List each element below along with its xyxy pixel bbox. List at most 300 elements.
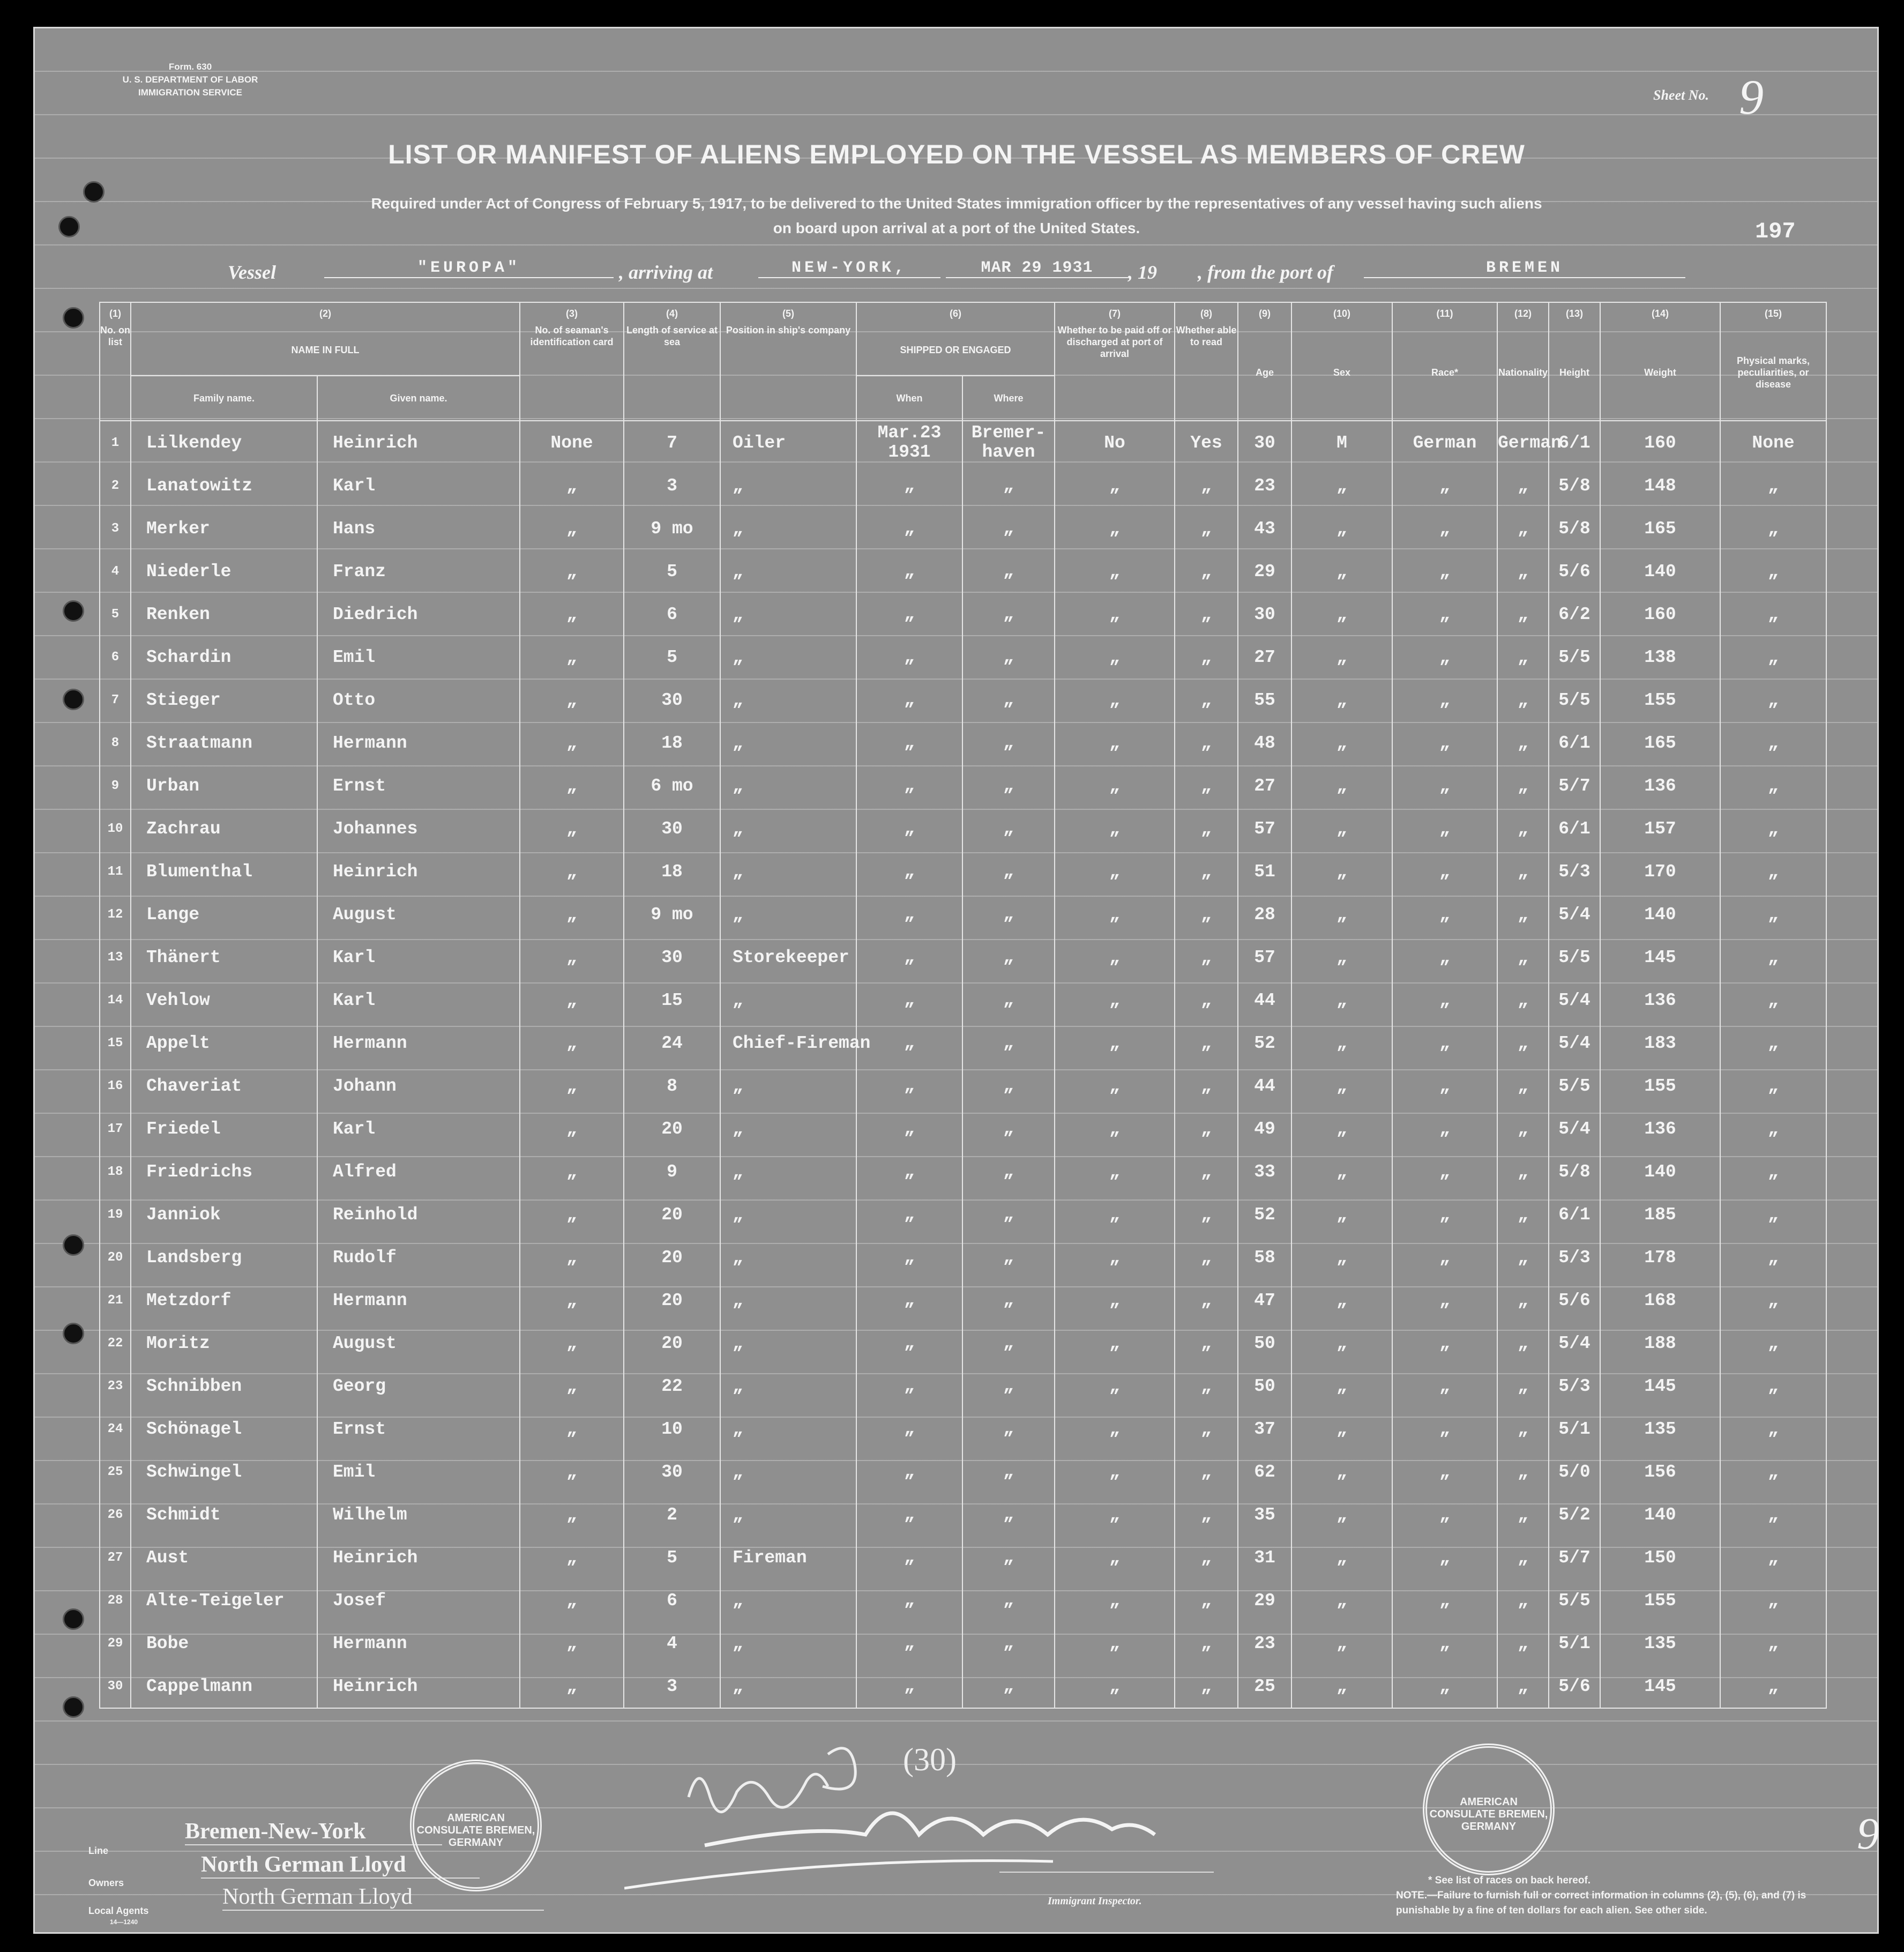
- cell-able-to-read: „: [1175, 1536, 1238, 1579]
- col-num-14: (14): [1600, 302, 1720, 324]
- cell-row-number: 7: [100, 679, 131, 721]
- cell-family-name: Friedrichs: [131, 1150, 317, 1193]
- col-num-12: (12): [1497, 302, 1549, 324]
- cell-height: 5/6: [1549, 550, 1600, 593]
- cell-shipped-where: „: [962, 1279, 1055, 1322]
- cell-paid-off: „: [1055, 464, 1175, 507]
- cell-physical-marks: „: [1720, 1450, 1826, 1493]
- cell-weight: 136: [1600, 1107, 1720, 1150]
- cell-length-of-service: 9 mo: [624, 507, 720, 550]
- cell-weight: 170: [1600, 850, 1720, 893]
- cell-family-name: Moritz: [131, 1322, 317, 1365]
- cell-shipped-where: „: [962, 1236, 1055, 1279]
- cell-nationality: „: [1497, 893, 1549, 936]
- immigrant-inspector-label: Immigrant Inspector.: [1048, 1895, 1142, 1907]
- cell-position: Oiler: [720, 421, 856, 464]
- cell-position: „: [720, 679, 856, 721]
- cell-id-card: „: [520, 1322, 624, 1365]
- cell-age: 52: [1238, 1022, 1291, 1064]
- cell-weight: 165: [1600, 721, 1720, 764]
- cell-shipped-when: „: [856, 1322, 962, 1365]
- cell-given-name: Emil: [317, 636, 520, 679]
- cell-shipped-when: „: [856, 1150, 962, 1193]
- cell-id-card: „: [520, 1493, 624, 1536]
- cell-able-to-read: „: [1175, 721, 1238, 764]
- cell-family-name: Bobe: [131, 1622, 317, 1665]
- cell-paid-off: „: [1055, 1022, 1175, 1064]
- cell-height: 5/6: [1549, 1665, 1600, 1708]
- table-row: [100, 1107, 1826, 1150]
- cell-given-name: Heinrich: [317, 421, 520, 464]
- consulate-seal: [1423, 1744, 1555, 1875]
- cell-shipped-when: Mar.23 1931: [856, 421, 962, 464]
- cell-height: 5/1: [1549, 1622, 1600, 1665]
- cell-shipped-when: „: [856, 1365, 962, 1407]
- stamped-number: 197: [1755, 219, 1796, 244]
- cell-race: „: [1392, 936, 1497, 979]
- cell-family-name: Thänert: [131, 936, 317, 979]
- corner-page-number: 9: [1857, 1809, 1879, 1859]
- cell-family-name: Aust: [131, 1536, 317, 1579]
- cell-row-number: 1: [100, 421, 131, 464]
- cell-sex: „: [1291, 979, 1392, 1022]
- cell-given-name: Karl: [317, 979, 520, 1022]
- cell-length-of-service: 20: [624, 1236, 720, 1279]
- cell-age: 48: [1238, 721, 1291, 764]
- cell-physical-marks: „: [1720, 807, 1826, 850]
- cell-age: 29: [1238, 550, 1291, 593]
- cell-id-card: „: [520, 1150, 624, 1193]
- col-age: Age: [1238, 324, 1291, 421]
- cell-nationality: „: [1497, 850, 1549, 893]
- cell-weight: 150: [1600, 1536, 1720, 1579]
- cell-shipped-where: „: [962, 807, 1055, 850]
- cell-shipped-when: „: [856, 1622, 962, 1665]
- form-code: 14—1240: [110, 1918, 138, 1926]
- cell-nationality: „: [1497, 1450, 1549, 1493]
- cell-sex: „: [1291, 1365, 1392, 1407]
- table-row: [100, 850, 1826, 893]
- cell-paid-off: „: [1055, 764, 1175, 807]
- cell-given-name: Johannes: [317, 807, 520, 850]
- cell-position: „: [720, 1665, 856, 1708]
- cell-row-number: 5: [100, 593, 131, 636]
- department: U. S. DEPARTMENT OF LABOR: [122, 74, 258, 85]
- cell-family-name: Lanatowitz: [131, 464, 317, 507]
- col-num-7: (7): [1055, 302, 1175, 324]
- table-row: [100, 807, 1826, 850]
- cell-sex: „: [1291, 1450, 1392, 1493]
- cell-race: „: [1392, 636, 1497, 679]
- cell-able-to-read: „: [1175, 1107, 1238, 1150]
- cell-nationality: „: [1497, 979, 1549, 1022]
- cell-family-name: Lilkendey: [131, 421, 317, 464]
- cell-paid-off: „: [1055, 636, 1175, 679]
- table-row: [100, 1279, 1826, 1322]
- cell-nationality: „: [1497, 1536, 1549, 1579]
- cell-able-to-read: „: [1175, 1365, 1238, 1407]
- cell-height: 5/3: [1549, 850, 1600, 893]
- cell-weight: 156: [1600, 1450, 1720, 1493]
- cell-able-to-read: „: [1175, 936, 1238, 979]
- cell-shipped-when: „: [856, 1450, 962, 1493]
- cell-given-name: Heinrich: [317, 850, 520, 893]
- cell-able-to-read: „: [1175, 1279, 1238, 1322]
- cell-age: 57: [1238, 807, 1291, 850]
- cell-position: Fireman: [720, 1536, 856, 1579]
- cell-given-name: Otto: [317, 679, 520, 721]
- cell-shipped-where: „: [962, 550, 1055, 593]
- cell-row-number: 16: [100, 1064, 131, 1107]
- binder-hole: [58, 216, 80, 237]
- cell-weight: 185: [1600, 1193, 1720, 1236]
- cell-paid-off: „: [1055, 1150, 1175, 1193]
- cell-length-of-service: 10: [624, 1407, 720, 1450]
- cell-family-name: Landsberg: [131, 1236, 317, 1279]
- cell-length-of-service: 5: [624, 1536, 720, 1579]
- col-where: Where: [962, 376, 1055, 421]
- cell-family-name: Urban: [131, 764, 317, 807]
- cell-shipped-when: „: [856, 893, 962, 936]
- cell-shipped-where: „: [962, 1536, 1055, 1579]
- cell-nationality: „: [1497, 1064, 1549, 1107]
- cell-family-name: Vehlow: [131, 979, 317, 1022]
- from-port-label: , from the port of: [1198, 262, 1334, 283]
- cell-family-name: Lange: [131, 893, 317, 936]
- cell-weight: 135: [1600, 1407, 1720, 1450]
- cell-sex: „: [1291, 464, 1392, 507]
- cell-weight: 138: [1600, 636, 1720, 679]
- cell-sex: „: [1291, 1107, 1392, 1150]
- subtitle-line-1: Required under Act of Congress of February 5, 1917, to be delivered to the United States immigration officer by the representatives of any vessel having such aliens: [371, 195, 1542, 212]
- line-value: Bremen-New-York: [185, 1819, 442, 1845]
- cell-age: 28: [1238, 893, 1291, 936]
- cell-able-to-read: „: [1175, 850, 1238, 893]
- cell-race: „: [1392, 1665, 1497, 1708]
- cell-nationality: „: [1497, 550, 1549, 593]
- cell-shipped-where: „: [962, 979, 1055, 1022]
- cell-physical-marks: „: [1720, 893, 1826, 936]
- cell-sex: „: [1291, 1236, 1392, 1279]
- cell-weight: 148: [1600, 464, 1720, 507]
- table-row: [100, 636, 1826, 679]
- cell-shipped-when: „: [856, 1665, 962, 1708]
- cell-id-card: „: [520, 1279, 624, 1322]
- cell-race: „: [1392, 679, 1497, 721]
- col-position: Position in ship's company: [720, 324, 856, 421]
- cell-race: „: [1392, 1365, 1497, 1407]
- cell-family-name: Metzdorf: [131, 1279, 317, 1322]
- cell-able-to-read: „: [1175, 979, 1238, 1022]
- cell-race: „: [1392, 1493, 1497, 1536]
- cell-height: 5/7: [1549, 1536, 1600, 1579]
- cell-height: 5/4: [1549, 893, 1600, 936]
- cell-given-name: Alfred: [317, 1150, 520, 1193]
- cell-able-to-read: „: [1175, 1022, 1238, 1064]
- cell-race: „: [1392, 721, 1497, 764]
- cell-height: 6/1: [1549, 807, 1600, 850]
- cell-family-name: Zachrau: [131, 807, 317, 850]
- cell-family-name: Blumenthal: [131, 850, 317, 893]
- table-row: [100, 1622, 1826, 1665]
- cell-position: „: [720, 1622, 856, 1665]
- cell-shipped-when: „: [856, 1236, 962, 1279]
- cell-paid-off: „: [1055, 1622, 1175, 1665]
- cell-nationality: „: [1497, 936, 1549, 979]
- cell-id-card: „: [520, 1622, 624, 1665]
- cell-position: „: [720, 721, 856, 764]
- cell-weight: 140: [1600, 550, 1720, 593]
- cell-age: 30: [1238, 421, 1291, 464]
- cell-physical-marks: „: [1720, 1665, 1826, 1708]
- cell-physical-marks: „: [1720, 1064, 1826, 1107]
- cell-physical-marks: „: [1720, 593, 1826, 636]
- cell-race: „: [1392, 1579, 1497, 1622]
- cell-length-of-service: 3: [624, 464, 720, 507]
- cell-family-name: Schönagel: [131, 1407, 317, 1450]
- cell-given-name: Heinrich: [317, 1536, 520, 1579]
- cell-id-card: „: [520, 1236, 624, 1279]
- cell-position: „: [720, 636, 856, 679]
- cell-race: „: [1392, 1107, 1497, 1150]
- cell-family-name: Chaveriat: [131, 1064, 317, 1107]
- cell-shipped-where: „: [962, 464, 1055, 507]
- seal-text: AMERICAN CONSULATE BREMEN, GERMANY: [1429, 1796, 1548, 1832]
- cell-position: „: [720, 1579, 856, 1622]
- cell-physical-marks: „: [1720, 636, 1826, 679]
- cell-position: „: [720, 550, 856, 593]
- cell-sex: „: [1291, 1064, 1392, 1107]
- cell-family-name: Schnibben: [131, 1365, 317, 1407]
- cell-paid-off: „: [1055, 1450, 1175, 1493]
- cell-length-of-service: 30: [624, 1450, 720, 1493]
- cell-nationality: „: [1497, 1236, 1549, 1279]
- cell-weight: 145: [1600, 936, 1720, 979]
- cell-race: „: [1392, 1536, 1497, 1579]
- cell-able-to-read: „: [1175, 679, 1238, 721]
- cell-family-name: Friedel: [131, 1107, 317, 1150]
- cell-sex: „: [1291, 1536, 1392, 1579]
- cell-length-of-service: 24: [624, 1022, 720, 1064]
- cell-paid-off: „: [1055, 1365, 1175, 1407]
- cell-row-number: 3: [100, 507, 131, 550]
- inspector-signature: [624, 1744, 1267, 1904]
- table-row: [100, 1365, 1826, 1407]
- service: IMMIGRATION SERVICE: [138, 87, 242, 98]
- cell-id-card: „: [520, 636, 624, 679]
- cell-shipped-when: „: [856, 593, 962, 636]
- cell-physical-marks: „: [1720, 1622, 1826, 1665]
- cell-shipped-where: „: [962, 850, 1055, 893]
- cell-physical-marks: „: [1720, 1322, 1826, 1365]
- cell-nationality: „: [1497, 636, 1549, 679]
- cell-able-to-read: Yes: [1175, 421, 1238, 464]
- cell-sex: „: [1291, 1665, 1392, 1708]
- cell-id-card: „: [520, 1665, 624, 1708]
- cell-paid-off: „: [1055, 850, 1175, 893]
- cell-family-name: Renken: [131, 593, 317, 636]
- cell-shipped-where: „: [962, 679, 1055, 721]
- cell-race: „: [1392, 1193, 1497, 1236]
- cell-position: Chief-Fireman: [720, 1022, 856, 1064]
- cell-id-card: „: [520, 1064, 624, 1107]
- cell-height: 5/4: [1549, 1322, 1600, 1365]
- cell-race: „: [1392, 593, 1497, 636]
- consulate-seal: [410, 1760, 542, 1891]
- cell-weight: 165: [1600, 507, 1720, 550]
- cell-given-name: Ernst: [317, 764, 520, 807]
- cell-able-to-read: „: [1175, 807, 1238, 850]
- cell-paid-off: „: [1055, 1279, 1175, 1322]
- cell-nationality: German: [1497, 421, 1549, 464]
- cell-sex: „: [1291, 1279, 1392, 1322]
- col-num-2: (2): [131, 302, 520, 324]
- cell-physical-marks: „: [1720, 679, 1826, 721]
- cell-physical-marks: „: [1720, 979, 1826, 1022]
- cell-shipped-when: „: [856, 1022, 962, 1064]
- cell-given-name: August: [317, 1322, 520, 1365]
- cell-age: 57: [1238, 936, 1291, 979]
- cell-length-of-service: 5: [624, 636, 720, 679]
- col-paid-off: Whether to be paid off or discharged at port of arrival: [1055, 324, 1175, 421]
- cell-row-number: 9: [100, 764, 131, 807]
- col-num-9: (9): [1238, 302, 1291, 324]
- cell-age: 30: [1238, 593, 1291, 636]
- cell-height: 5/8: [1549, 1150, 1600, 1193]
- cell-shipped-where: „: [962, 507, 1055, 550]
- cell-weight: 168: [1600, 1279, 1720, 1322]
- cell-age: 44: [1238, 979, 1291, 1022]
- cell-able-to-read: „: [1175, 1450, 1238, 1493]
- cell-position: „: [720, 1493, 856, 1536]
- cell-race: „: [1392, 464, 1497, 507]
- cell-sex: „: [1291, 1579, 1392, 1622]
- cell-length-of-service: 6: [624, 593, 720, 636]
- binder-hole: [83, 181, 104, 203]
- cell-physical-marks: „: [1720, 1536, 1826, 1579]
- col-name-in-full: NAME IN FULL: [131, 324, 520, 376]
- cell-shipped-when: „: [856, 764, 962, 807]
- cell-able-to-read: „: [1175, 464, 1238, 507]
- cell-row-number: 11: [100, 850, 131, 893]
- cell-race: „: [1392, 850, 1497, 893]
- cell-shipped-when: „: [856, 1493, 962, 1536]
- cell-age: 62: [1238, 1450, 1291, 1493]
- cell-id-card: „: [520, 679, 624, 721]
- cell-sex: „: [1291, 1022, 1392, 1064]
- cell-sex: „: [1291, 1322, 1392, 1365]
- cell-position: „: [720, 764, 856, 807]
- cell-able-to-read: „: [1175, 893, 1238, 936]
- cell-id-card: „: [520, 1107, 624, 1150]
- cell-weight: 145: [1600, 1365, 1720, 1407]
- cell-shipped-where: „: [962, 1407, 1055, 1450]
- cell-id-card: „: [520, 764, 624, 807]
- cell-paid-off: „: [1055, 1193, 1175, 1236]
- cell-weight: 155: [1600, 1579, 1720, 1622]
- cell-shipped-where: „: [962, 1193, 1055, 1236]
- cell-physical-marks: „: [1720, 721, 1826, 764]
- table-row: [100, 464, 1826, 507]
- table-row: [100, 1450, 1826, 1493]
- cell-height: 5/3: [1549, 1236, 1600, 1279]
- cell-shipped-where: „: [962, 1579, 1055, 1622]
- cell-position: „: [720, 1064, 856, 1107]
- cell-nationality: „: [1497, 1579, 1549, 1622]
- cell-height: 6/1: [1549, 1193, 1600, 1236]
- cell-height: 5/1: [1549, 1407, 1600, 1450]
- subtitle: [260, 191, 1653, 241]
- cell-length-of-service: 22: [624, 1365, 720, 1407]
- col-sex: Sex: [1291, 324, 1392, 421]
- cell-length-of-service: 30: [624, 936, 720, 979]
- cell-paid-off: „: [1055, 1407, 1175, 1450]
- cell-weight: 140: [1600, 893, 1720, 936]
- cell-sex: M: [1291, 421, 1392, 464]
- cell-id-card: „: [520, 1450, 624, 1493]
- cell-physical-marks: „: [1720, 550, 1826, 593]
- cell-weight: 178: [1600, 1236, 1720, 1279]
- cell-physical-marks: None: [1720, 421, 1826, 464]
- cell-paid-off: „: [1055, 893, 1175, 936]
- col-able-to-read: Whether able to read: [1175, 324, 1238, 421]
- cell-length-of-service: 8: [624, 1064, 720, 1107]
- col-nationality: Nationality: [1497, 324, 1549, 421]
- binder-hole: [63, 600, 84, 622]
- departure-port: BREMEN: [1364, 259, 1685, 278]
- cell-able-to-read: „: [1175, 1322, 1238, 1365]
- vessel-name: "EUROPA": [324, 259, 614, 278]
- cell-physical-marks: „: [1720, 1193, 1826, 1236]
- cell-given-name: Georg: [317, 1365, 520, 1407]
- subtitle-line-2: on board upon arrival at a port of the United States.: [773, 220, 1140, 236]
- cell-physical-marks: „: [1720, 1579, 1826, 1622]
- cell-row-number: 26: [100, 1493, 131, 1536]
- penalty-note: NOTE.—Failure to furnish full or correct information in columns (2), (5), (6), and (7) is punishable by a fine of ten dollars for each alien. See other side.: [1396, 1890, 1806, 1916]
- cell-position: „: [720, 507, 856, 550]
- cell-nationality: „: [1497, 807, 1549, 850]
- cell-position: „: [720, 593, 856, 636]
- cell-id-card: „: [520, 1579, 624, 1622]
- cell-age: 23: [1238, 1622, 1291, 1665]
- cell-shipped-where: „: [962, 893, 1055, 936]
- cell-nationality: „: [1497, 679, 1549, 721]
- cell-row-number: 30: [100, 1665, 131, 1708]
- table-row: [100, 1493, 1826, 1536]
- cell-id-card: „: [520, 1193, 624, 1236]
- table-row: [100, 1665, 1826, 1708]
- cell-race: „: [1392, 1150, 1497, 1193]
- col-num-15: (15): [1720, 302, 1826, 324]
- cell-height: 5/8: [1549, 507, 1600, 550]
- cell-height: 5/4: [1549, 979, 1600, 1022]
- cell-height: 5/5: [1549, 1064, 1600, 1107]
- cell-shipped-when: „: [856, 1407, 962, 1450]
- cell-family-name: Schardin: [131, 636, 317, 679]
- cell-shipped-when: „: [856, 721, 962, 764]
- table-row: [100, 593, 1826, 636]
- cell-sex: „: [1291, 593, 1392, 636]
- cell-row-number: 18: [100, 1150, 131, 1193]
- table-row: [100, 679, 1826, 721]
- cell-age: 27: [1238, 636, 1291, 679]
- cell-able-to-read: „: [1175, 550, 1238, 593]
- cell-length-of-service: 20: [624, 1279, 720, 1322]
- cell-height: 6/1: [1549, 421, 1600, 464]
- sheet-label: Sheet No.: [1653, 87, 1709, 103]
- col-num-4: (4): [624, 302, 720, 324]
- cell-height: 5/3: [1549, 1365, 1600, 1407]
